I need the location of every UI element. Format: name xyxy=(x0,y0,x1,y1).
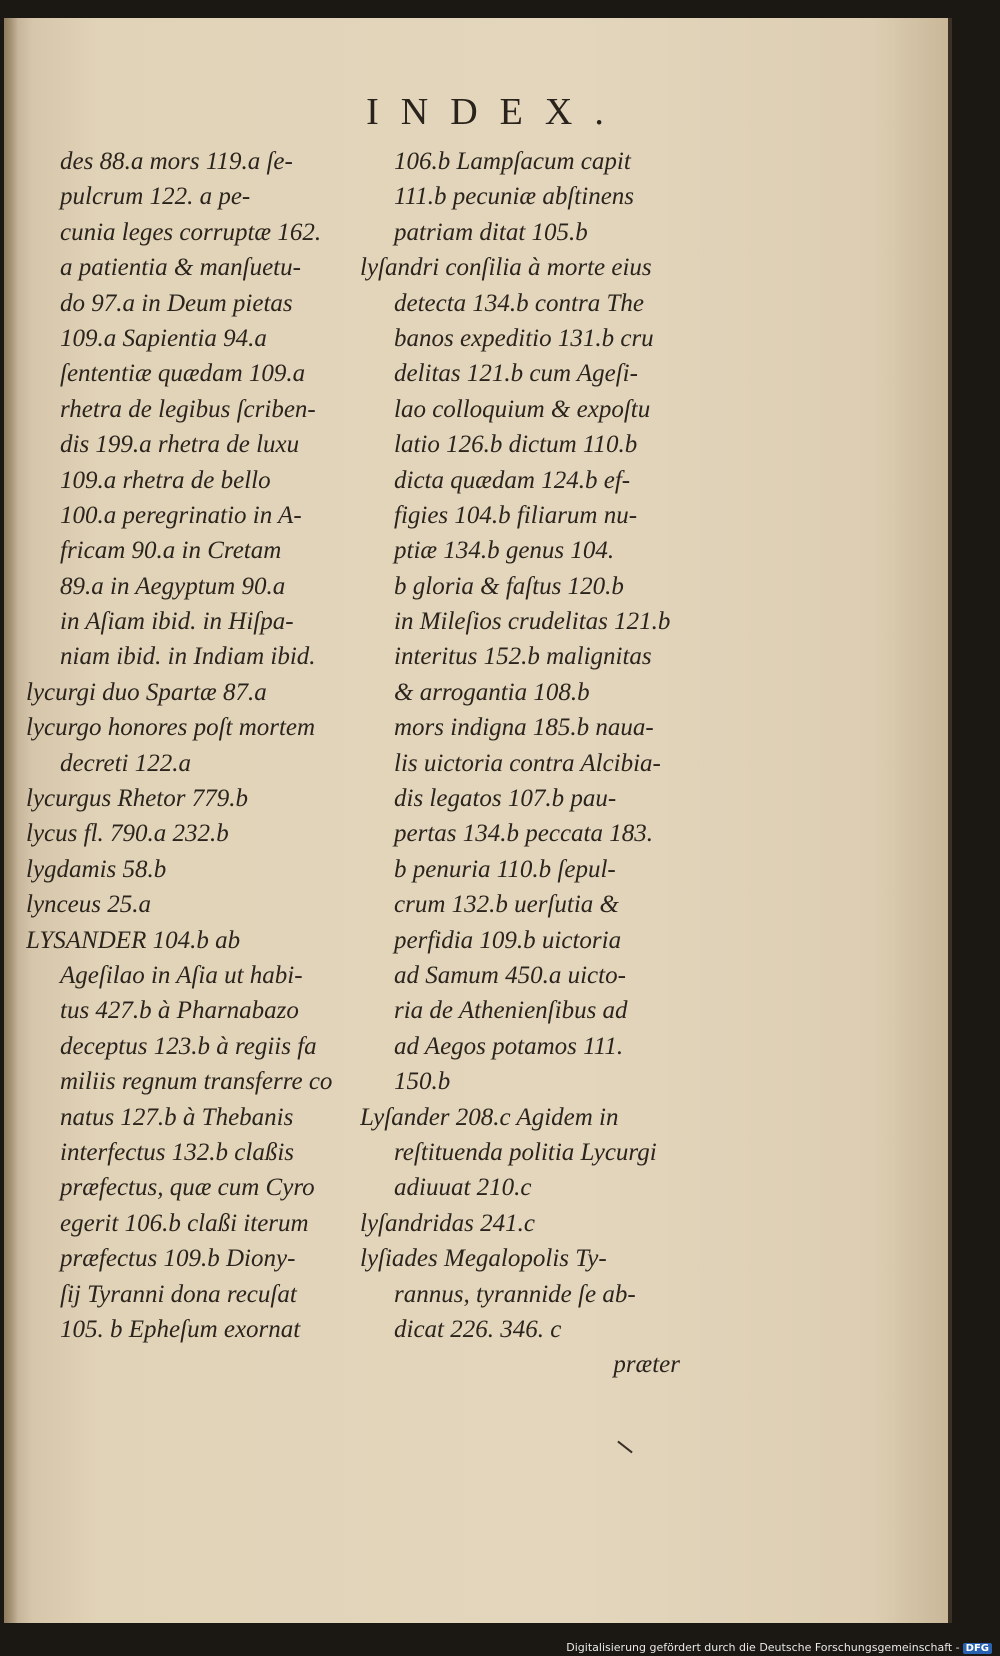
index-entry-line: lis uictoria contra Alcibia- xyxy=(394,749,661,777)
index-column-right xyxy=(360,144,680,1383)
index-entry-line: delitas 121.b cum Ageſi- xyxy=(394,360,638,388)
index-entry-line: lycurgi duo Spartæ 87.a xyxy=(26,678,267,706)
index-entry-line: dis 199.a rhetra de luxu xyxy=(60,431,300,459)
index-entry-line: lygdamis 58.b xyxy=(26,855,167,883)
index-entry-line: figies 104.b filiarum nu- xyxy=(394,501,638,529)
index-entry-line: decreti 122.a xyxy=(60,749,191,777)
index-entry-line: interitus 152.b malignitas xyxy=(394,643,652,671)
index-entry-line: 106.b Lampſacum capit xyxy=(394,148,631,175)
index-entry-line: ptiæ 134.b genus 104. xyxy=(394,537,615,565)
index-entry-line: rhetra de legibus ſcriben- xyxy=(60,395,316,423)
index-entry-line: præfectus, quæ cum Cyro xyxy=(60,1174,315,1202)
index-entry-line: natus 127.b à Thebanis xyxy=(60,1103,294,1131)
index-entry-line: niam ibid. in Indiam ibid. xyxy=(60,643,316,671)
index-entry-line: 109.a Sapientia 94.a xyxy=(60,324,267,352)
index-entry-line: lycus fl. 790.a 232.b xyxy=(26,820,229,848)
index-entry-line: dicat 226. 346. c xyxy=(394,1315,562,1343)
index-entry-line: egerit 106.b claßi iterum xyxy=(60,1209,309,1237)
index-column-left xyxy=(26,144,338,1347)
dfg-logo-icon: DFG xyxy=(963,1643,992,1654)
index-entry-line: lyſiades Megalopolis Ty- xyxy=(360,1245,607,1273)
index-entry-line: lycurgus Rhetor 779.b xyxy=(26,785,248,813)
index-entry-line: banos expeditio 131.b cru xyxy=(394,324,654,352)
footer-credit-text: Digitalisierung gefördert durch die Deutsche Forschungsgemeinschaft - xyxy=(566,1641,960,1654)
index-entry-line: 89.a in Aegyptum 90.a xyxy=(60,572,286,600)
index-entry-line: dicta quædam 124.b ef- xyxy=(394,466,631,494)
catchword: præter xyxy=(613,1351,680,1379)
index-entry-line: lao colloquium & expoſtu xyxy=(394,395,651,423)
index-entry-line: 150.b xyxy=(394,1068,451,1096)
index-entry-line: præfectus 109.b Diony- xyxy=(60,1245,296,1273)
index-entry-line: lyſandri conſilia à morte eius xyxy=(360,254,652,282)
index-entry-line: lycurgo honores poſt mortem xyxy=(26,714,316,742)
index-entry-line: Ageſilao in Aſia ut habi- xyxy=(60,961,303,989)
index-entry-line: fricam 90.a in Cretam xyxy=(60,537,282,565)
index-entry-line: LYSANDER 104.b ab xyxy=(26,926,241,954)
index-entry-line: 100.a peregrinatio in A- xyxy=(60,501,302,529)
ink-mark xyxy=(617,1441,632,1454)
index-entry-line: ſij Tyranni dona recuſat xyxy=(60,1280,297,1308)
index-entry-line: in Aſiam ibid. in Hiſpa- xyxy=(60,608,294,636)
index-entry-line: cunia leges corruptæ 162. xyxy=(60,218,322,246)
index-entry-line: ria de Athenienſibus ad xyxy=(394,997,628,1025)
index-entry-line: 105. b Epheſum exornat xyxy=(60,1315,301,1343)
index-entry-line: detecta 134.b contra The xyxy=(394,289,644,317)
index-entry-line: in Mileſios crudelitas 121.b xyxy=(394,608,671,636)
footer-credit xyxy=(566,1641,992,1654)
index-entry-line: ad Samum 450.a uicto- xyxy=(394,961,626,989)
index-entry-line: des 88.a mors 119.a ſe- xyxy=(60,148,293,175)
index-entry-line: rannus, tyrannide ſe ab- xyxy=(394,1280,636,1308)
page-header: INDEX. xyxy=(366,91,626,133)
index-entry-line: dis legatos 107.b pau- xyxy=(394,785,617,813)
index-entry-line: b penuria 110.b ſepul- xyxy=(394,855,616,883)
index-entry-line: ad Aegos potamos 111. xyxy=(394,1032,624,1060)
index-entry-line: latio 126.b dictum 110.b xyxy=(394,431,638,459)
index-entry-line: tus 427.b à Pharnabazo xyxy=(60,997,299,1025)
index-entry-line: crum 132.b uerſutia & xyxy=(394,891,619,919)
index-entry-line: a patientia & manſuetu- xyxy=(60,254,301,282)
book-page xyxy=(4,18,952,1623)
index-entry-line: 111.b pecuniæ abſtinens xyxy=(394,183,635,211)
index-entry-line: deceptus 123.b à regiis fa xyxy=(60,1032,317,1060)
index-entry-line: adiuuat 210.c xyxy=(394,1174,532,1202)
index-entry-line: mors indigna 185.b naua- xyxy=(394,714,654,742)
index-entry-line: interfectus 132.b claßis xyxy=(60,1138,294,1166)
index-entry-line: lynceus 25.a xyxy=(26,891,151,919)
index-entry-line: Lyſander 208.c Agidem in xyxy=(360,1103,619,1131)
index-entry-line: ſententiæ quædam 109.a xyxy=(60,360,306,388)
index-entry-line: b gloria & faſtus 120.b xyxy=(394,572,624,600)
index-entry-line: 109.a rhetra de bello xyxy=(60,466,271,494)
index-entry-line: & arrogantia 108.b xyxy=(394,678,590,706)
index-entry-line: patriam ditat 105.b xyxy=(394,218,588,246)
index-entry-line: miliis regnum transferre co xyxy=(60,1068,333,1096)
index-entry-line: pertas 134.b peccata 183. xyxy=(394,820,653,848)
index-entry-line: do 97.a in Deum pietas xyxy=(60,289,293,317)
index-entry-line: pulcrum 122. a pe- xyxy=(60,183,251,211)
index-entry-line: lyſandridas 241.c xyxy=(360,1209,535,1237)
index-entry-line: reſtituenda politia Lycurgi xyxy=(394,1138,657,1166)
index-entry-line: perfidia 109.b uictoria xyxy=(394,926,622,954)
